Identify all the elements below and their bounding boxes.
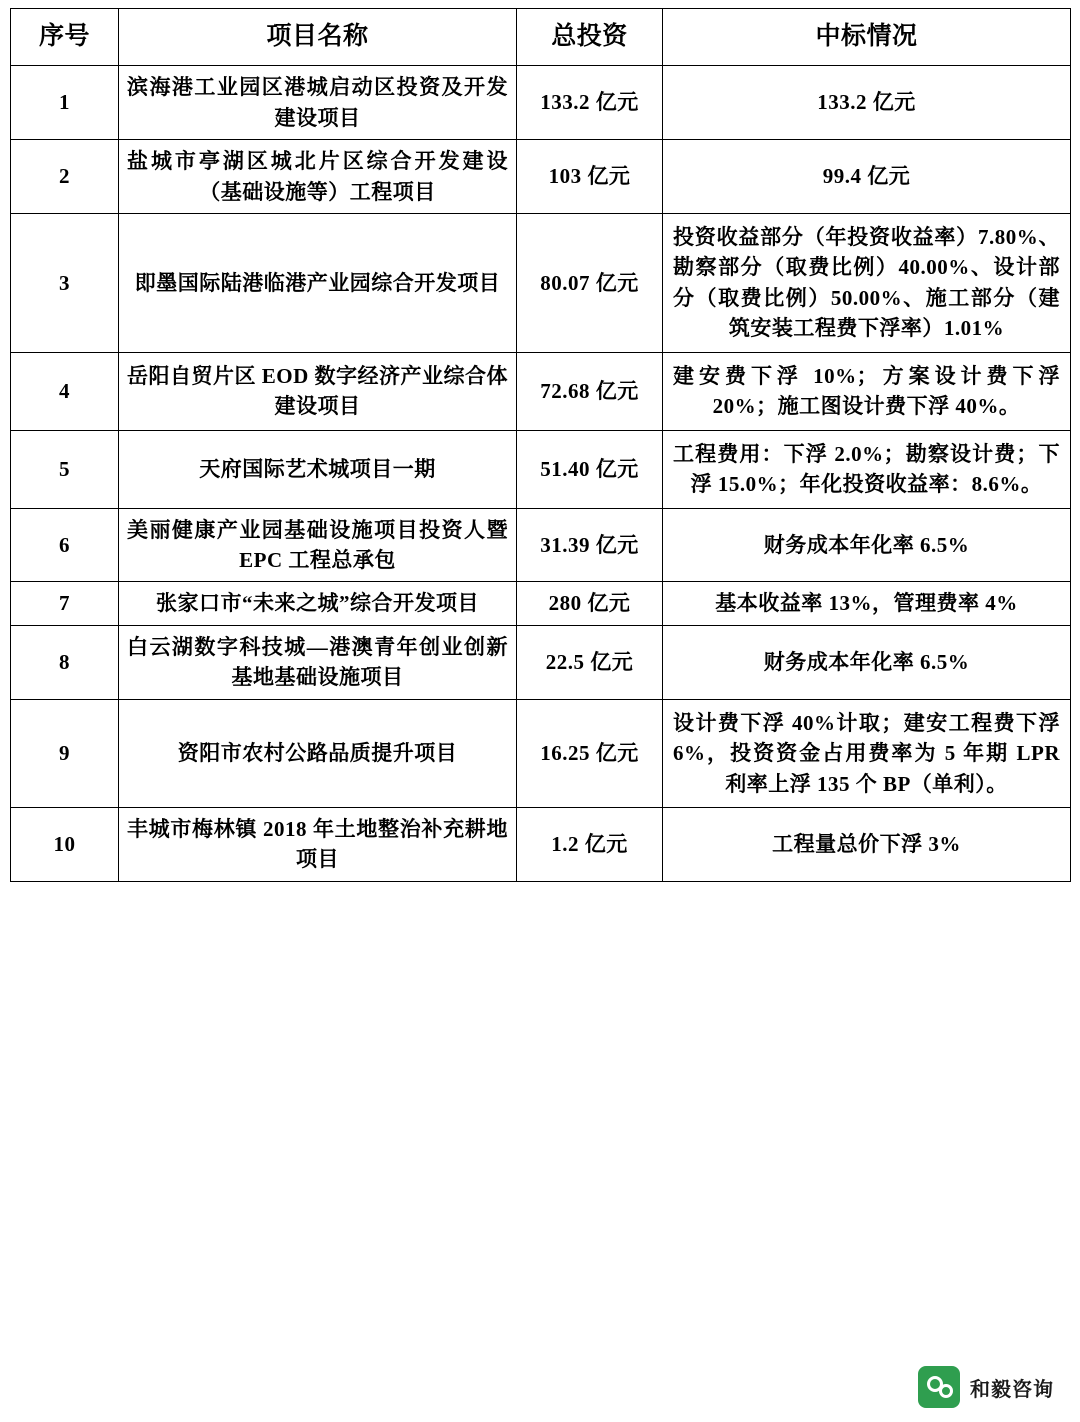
cell-total-investment: 1.2 亿元 (517, 808, 663, 882)
cell-bid-result: 投资收益部分（年投资收益率）7.80%、勘察部分（取费比例）40.00%、设计部分（取费比例）50.00%、施工部分（建筑安装工程费下浮率）1.01% (663, 214, 1071, 353)
cell-project-name: 天府国际艺术城项目一期 (119, 430, 517, 508)
cell-project-name: 资阳市农村公路品质提升项目 (119, 699, 517, 807)
cell-total-investment: 51.40 亿元 (517, 430, 663, 508)
cell-bid-result: 财务成本年化率 6.5% (663, 508, 1071, 582)
column-header-bid-result: 中标情况 (663, 9, 1071, 66)
cell-bid-result: 财务成本年化率 6.5% (663, 625, 1071, 699)
cell-total-investment: 80.07 亿元 (517, 214, 663, 353)
table-row (11, 430, 1071, 508)
cell-bid-result: 工程费用：下浮 2.0%；勘察设计费；下浮 15.0%；年化投资收益率：8.6%。 (663, 430, 1071, 508)
cell-index: 10 (11, 808, 119, 882)
table-header-row (11, 9, 1071, 66)
table-row (11, 214, 1071, 353)
cell-bid-result: 建安费下浮 10%；方案设计费下浮 20%；施工图设计费下浮 40%。 (663, 352, 1071, 430)
cell-index: 1 (11, 66, 119, 140)
cell-project-name: 丰城市梅林镇 2018 年土地整治补充耕地项目 (119, 808, 517, 882)
table-row (11, 582, 1071, 625)
table-row (11, 352, 1071, 430)
cell-bid-result: 工程量总价下浮 3% (663, 808, 1071, 882)
cell-project-name: 岳阳自贸片区 EOD 数字经济产业综合体建设项目 (119, 352, 517, 430)
cell-bid-result: 99.4 亿元 (663, 140, 1071, 214)
cell-total-investment: 22.5 亿元 (517, 625, 663, 699)
table-row (11, 808, 1071, 882)
cell-bid-result: 设计费下浮 40%计取；建安工程费下浮 6%，投资资金占用费率为 5 年期 LPR 利率上浮 135 个 BP（单利）。 (663, 699, 1071, 807)
cell-index: 9 (11, 699, 119, 807)
cell-total-investment: 16.25 亿元 (517, 699, 663, 807)
cell-total-investment: 103 亿元 (517, 140, 663, 214)
cell-bid-result: 基本收益率 13%，管理费率 4% (663, 582, 1071, 625)
table-header (11, 9, 1071, 66)
cell-index: 2 (11, 140, 119, 214)
footer-brand (918, 1366, 1054, 1408)
cell-index: 4 (11, 352, 119, 430)
cell-project-name: 滨海港工业园区港城启动区投资及开发建设项目 (119, 66, 517, 140)
cell-bid-result: 133.2 亿元 (663, 66, 1071, 140)
projects-table (10, 8, 1071, 882)
cell-total-investment: 31.39 亿元 (517, 508, 663, 582)
column-header-total-investment: 总投资 (517, 9, 663, 66)
cell-total-investment: 72.68 亿元 (517, 352, 663, 430)
cell-total-investment: 133.2 亿元 (517, 66, 663, 140)
brand-name: 和毅咨询 (970, 1378, 1054, 1401)
cell-project-name: 美丽健康产业园基础设施项目投资人暨 EPC 工程总承包 (119, 508, 517, 582)
cell-project-name: 即墨国际陆港临港产业园综合开发项目 (119, 214, 517, 353)
cell-index: 8 (11, 625, 119, 699)
table-row (11, 508, 1071, 582)
cell-total-investment: 280 亿元 (517, 582, 663, 625)
column-header-project-name: 项目名称 (119, 9, 517, 66)
cell-index: 5 (11, 430, 119, 508)
cell-index: 6 (11, 508, 119, 582)
table-row (11, 699, 1071, 807)
cell-project-name: 白云湖数字科技城—港澳青年创业创新基地基础设施项目 (119, 625, 517, 699)
cell-index: 3 (11, 214, 119, 353)
cell-index: 7 (11, 582, 119, 625)
table-row (11, 66, 1071, 140)
table-body (11, 66, 1071, 882)
two-circles-logo-icon (918, 1366, 960, 1408)
column-header-index: 序号 (11, 9, 119, 66)
table-row (11, 625, 1071, 699)
cell-project-name: 盐城市亭湖区城北片区综合开发建设（基础设施等）工程项目 (119, 140, 517, 214)
table-row (11, 140, 1071, 214)
cell-project-name: 张家口市“未来之城”综合开发项目 (119, 582, 517, 625)
